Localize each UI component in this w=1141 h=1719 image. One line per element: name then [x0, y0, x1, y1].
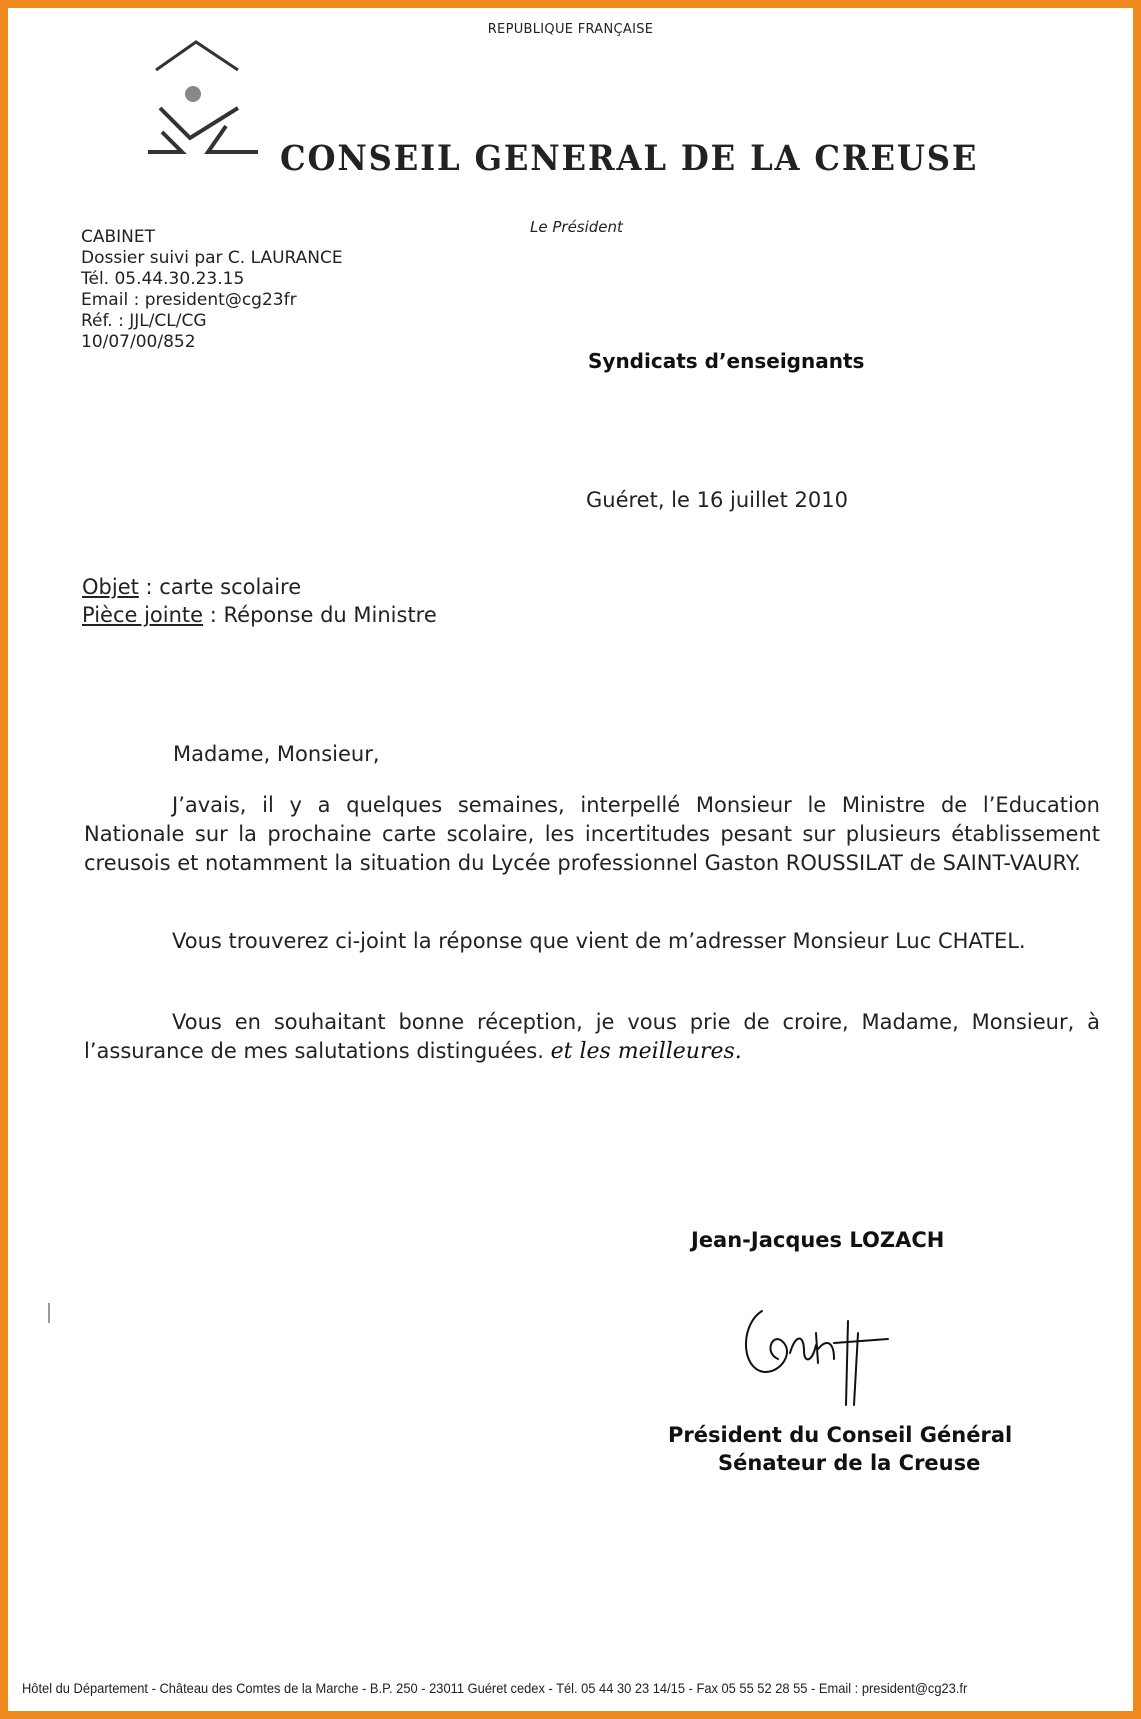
paragraph-3 [84, 1008, 1100, 1066]
cabinet-line: CABINET [81, 227, 156, 247]
cabinet-block [81, 227, 343, 353]
letter-page [8, 8, 1133, 1711]
paragraph-text: J’avais, il y a quelques semaines, interpellé Monsieur le Ministre de l’Education Nationale sur la prochaine carte scolaire, les incertitudes pesant sur plusieurs établissement creusois et notamment la situation du Lycée professionnel Gaston ROUSSILAT de SAINT-VAURY. [84, 793, 1100, 875]
cabinet-line: Réf. : JJL/CL/CG [81, 311, 207, 331]
objet-label: Objet [82, 575, 139, 599]
paragraph-1 [84, 791, 1100, 878]
letter-date: Guéret, le 16 juillet 2010 [586, 488, 848, 512]
salutation: Madame, Monsieur, [173, 742, 380, 766]
handwritten-signature [738, 1293, 958, 1413]
piece-label: Pièce jointe [82, 603, 204, 627]
handwritten-note: et les meilleures. [550, 1039, 742, 1064]
closing-text: Vous en souhaitant bonne réception, je vous prie de croire, Madame, Monsieur, à l’assurance de mes salutations distinguées. [84, 1010, 1100, 1063]
attachment-line [82, 601, 437, 629]
paragraph-2 [84, 927, 1100, 956]
signatory-title-2: Sénateur de la Creuse [718, 1451, 981, 1475]
subject-block [82, 573, 437, 629]
cabinet-line: Email : president@cg23fr [81, 290, 297, 310]
paragraph-text: Vous trouverez ci-joint la réponse que vient de m’adresser Monsieur Luc CHATEL. [172, 929, 1026, 953]
cabinet-line: Tél. 05.44.30.23.15 [81, 269, 245, 289]
republique-francaise: REPUBLIQUE FRANÇAISE [487, 22, 654, 37]
president-label: Le Président [530, 218, 623, 236]
cabinet-line: 10/07/00/852 [81, 332, 196, 352]
recipient: Syndicats d’enseignants [588, 349, 865, 373]
signatory-name: Jean-Jacques LOZACH [691, 1228, 945, 1252]
subject-line [82, 573, 437, 601]
creuse-logo [148, 34, 258, 174]
organization-name: CONSEIL GENERAL DE LA CREUSE [280, 138, 979, 179]
footer-address: Hôtel du Département - Château des Comtes de la Marche - B.P. 250 - 23011 Guéret cedex - Tél. 05 44 30 23 14/15 - Fax 05 55 52 28 55 - Email : president@cg23.fr [22, 1680, 968, 1696]
signatory-title: Président du Conseil Général [668, 1423, 1013, 1447]
objet-value: : carte scolaire [138, 575, 302, 599]
cabinet-line: Dossier suivi par C. LAURANCE [81, 248, 343, 268]
piece-value: : Réponse du Ministre [203, 603, 437, 627]
scan-mark [48, 1303, 50, 1323]
paragraph-text [84, 1008, 1100, 1066]
